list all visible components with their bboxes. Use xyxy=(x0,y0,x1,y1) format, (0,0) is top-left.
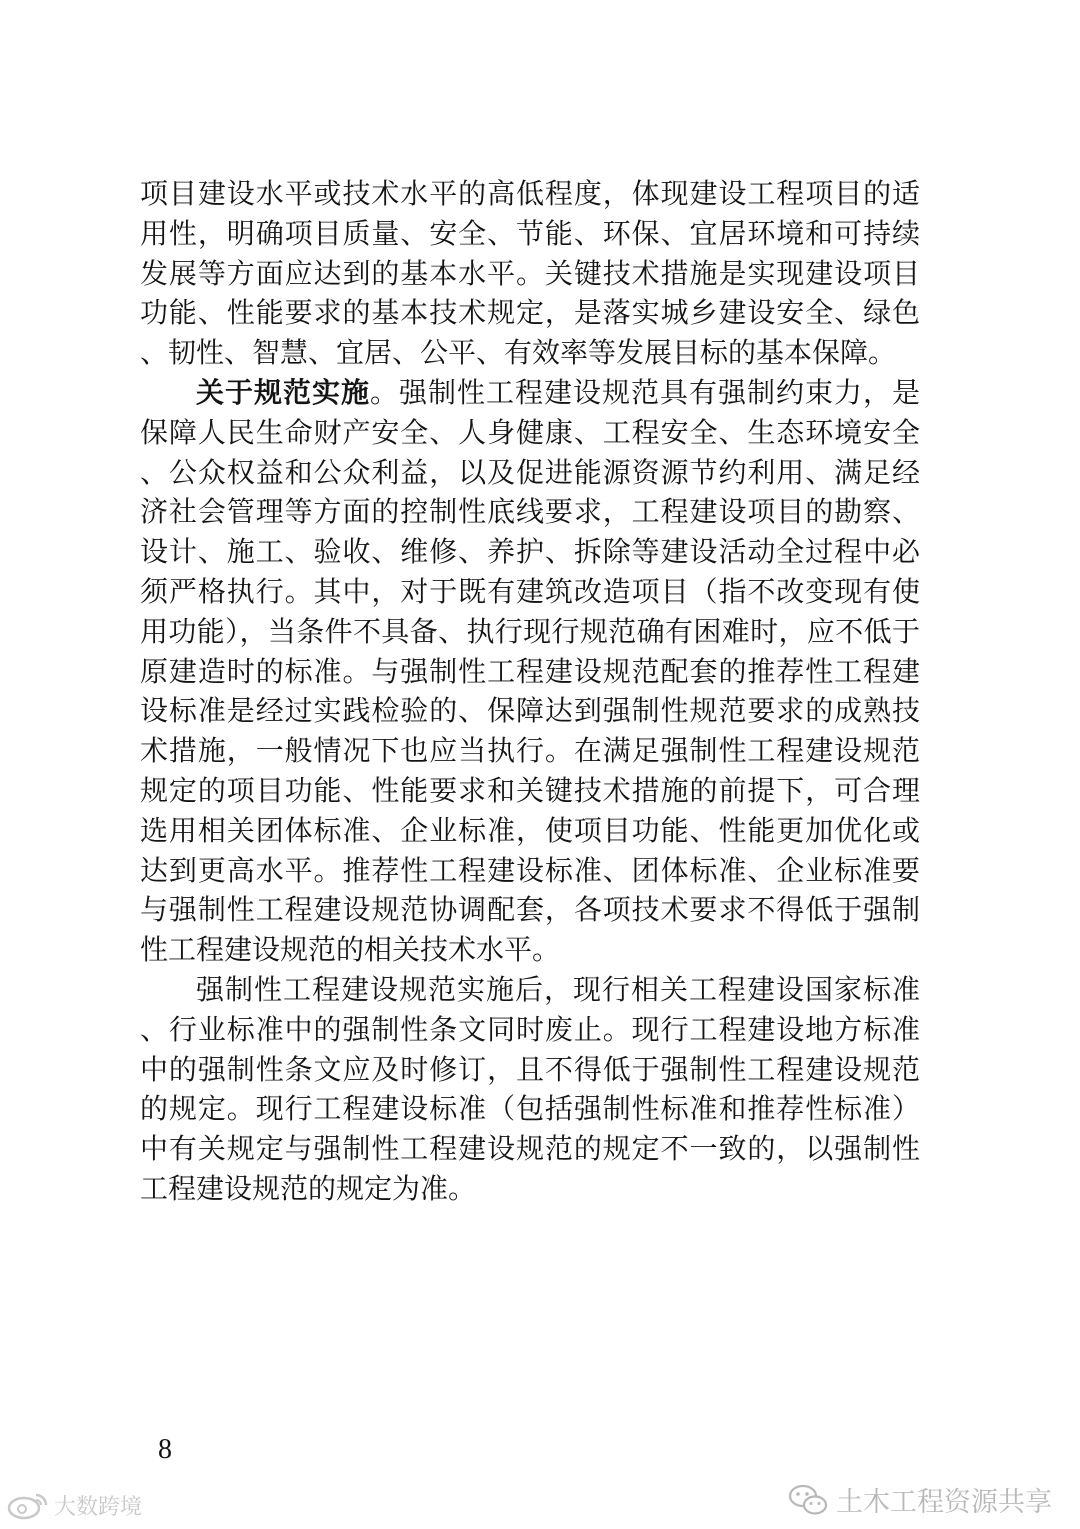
paragraph-1: 项目建设水平或技术水平的高低程度，体现建设工程项目的适用性，明确项目质量、安全、节能、环保、宜居环境和可持续发展等方面应达到的基本水平。关键技术措施是实现建设项目功能、性能要求的基本技术规定，是落实城乡建设安全、绿色、韧性、智慧、宜居、公平、有效率等发展目标的基本保障。 xyxy=(140,177,920,370)
weibo-icon xyxy=(6,1491,50,1521)
document-body xyxy=(140,174,920,1209)
watermark-right-text: 土木工程资源共享 xyxy=(836,1487,1052,1518)
paragraph-2 xyxy=(140,373,920,970)
watermark-right xyxy=(788,1480,1052,1519)
watermark-left-text: 大数跨境 xyxy=(54,1495,143,1520)
watermark-left xyxy=(6,1490,142,1521)
paragraph-2-heading: 关于规范实施 xyxy=(196,375,370,409)
wechat-icon xyxy=(788,1484,828,1516)
paragraph-3: 强制性工程建设规范实施后，现行相关工程建设国家标准、行业标准中的强制性条文同时废止。现行工程建设地方标准中的强制性条文应及时修订，且不得低于强制性工程建设规范的规定。现行工程建设标准（包括强制性标准和推荐性标准）中有关规定与强制性工程建设规范的规定不一致的，以强制性工程建设规范的规定为准。 xyxy=(140,972,920,1205)
paragraph-2-body: 。强制性工程建设规范具有强制约束力，是保障人民生命财产安全、人身健康、工程安全、生态环境安全、公众权益和公众利益，以及促进能源资源节约利用、满足经济社会管理等方面的控制性底线要求，工程建设项目的勘察、设计、施工、验收、维修、养护、拆除等建设活动全过程中必须严格执行。其中，对于既有建筑改造项目（指不改变现有使用功能），当条件不具备、执行现行规范确有困难时，应不低于原建造时的标准。与强制性工程建设规范配套的推荐性工程建设标准是经过实践检验的、保障达到强制性规范要求的成熟技术措施，一般情况下也应当执行。在满足强制性工程建设规范规定的项目功能、性能要求和关键技术措施的前提下，可合理选用相关团体标准、企业标准，使项目功能、性能更加优化或达到更高水平。推荐性工程建设标准、团体标准、企业标准要与强制性工程建设规范协调配套，各项技术要求不得低于强制性工程建设规范的相关技术水平。 xyxy=(140,375,920,967)
page-number: 8 xyxy=(158,1434,172,1465)
